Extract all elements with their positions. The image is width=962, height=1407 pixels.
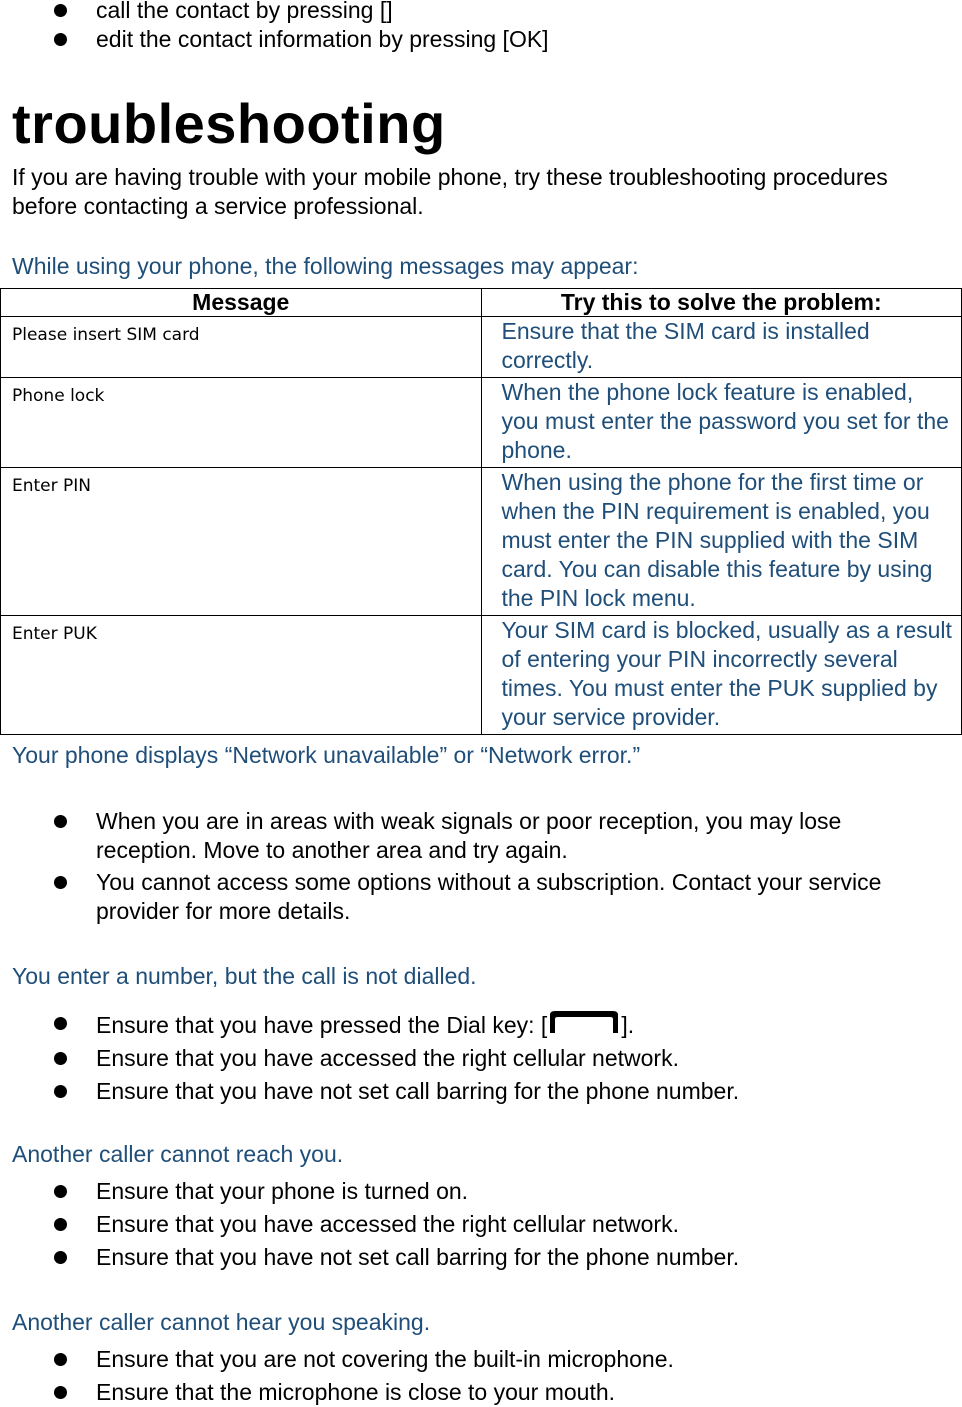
dial-bullet-list [0, 1009, 962, 1106]
header-solution: Try this to solve the problem: [481, 289, 962, 317]
table-row [1, 616, 962, 735]
list-item: When you are in areas with weak signals or poor reception, you may lose reception. Move to another area and try again. [0, 807, 916, 865]
list-item: Ensure that the microphone is close to your mouth. [0, 1378, 962, 1407]
message-cell: Enter PUK [1, 616, 482, 735]
top-bullet-list [0, 0, 962, 54]
list-item: edit the contact information by pressing [OK] [0, 25, 962, 54]
table-row [1, 378, 962, 468]
message-cell: Phone lock [1, 378, 482, 468]
list-item: call the contact by pressing [] [0, 0, 962, 25]
list-item: Ensure that you have accessed the right cellular network. [0, 1210, 962, 1239]
intro-paragraph: If you are having trouble with your mobile phone, try these troubleshooting procedures before contacting a service professional. [12, 164, 888, 219]
table-row [1, 468, 962, 616]
list-item: Ensure that you have accessed the right cellular network. [0, 1044, 962, 1073]
list-item [0, 1009, 962, 1040]
list-item: You cannot access some options without a subscription. Contact your service provider for more details. [0, 868, 956, 926]
reach-bullet-list [0, 1177, 962, 1272]
network-bullet-list [0, 807, 962, 926]
list-item: Ensure that your phone is turned on. [0, 1177, 962, 1206]
header-message: Message [1, 289, 482, 317]
hear-heading: Another caller cannot hear you speaking. [12, 1309, 431, 1335]
message-cell: Please insert SIM card [1, 317, 482, 378]
list-item: Ensure that you have not set call barring for the phone number. [0, 1077, 962, 1106]
page-title: troubleshooting [12, 92, 446, 155]
list-item: Ensure that you have not set call barring for the phone number. [0, 1243, 962, 1272]
network-heading: Your phone displays “Network unavailable” or “Network error.” [12, 742, 641, 768]
messages-table [0, 288, 962, 735]
reach-heading: Another caller cannot reach you. [12, 1141, 344, 1167]
dial-text-after: ]. [621, 1012, 635, 1038]
dial-key-icon [547, 1009, 621, 1033]
messages-intro: While using your phone, the following messages may appear: [12, 253, 639, 279]
list-item: Ensure that you are not covering the built-in microphone. [0, 1345, 962, 1374]
dial-text-before: Ensure that you have pressed the Dial key: [ [96, 1012, 548, 1038]
dial-heading: You enter a number, but the call is not dialled. [12, 963, 477, 989]
solution-cell: Ensure that the SIM card is installed correctly. [481, 317, 962, 378]
table-header-row [1, 289, 962, 317]
message-cell: Enter PIN [1, 468, 482, 616]
solution-cell: When using the phone for the first time or when the PIN requirement is enabled, you must enter the PIN supplied with the SIM card. You can disable this feature by using the PIN lock menu. [481, 468, 962, 616]
solution-cell: Your SIM card is blocked, usually as a result of entering your PIN incorrectly several times. You must enter the PUK supplied by your service provider. [481, 616, 962, 735]
solution-cell: When the phone lock feature is enabled, you must enter the password you set for the phone. [481, 378, 962, 468]
hear-bullet-list [0, 1345, 962, 1407]
table-row [1, 317, 962, 378]
